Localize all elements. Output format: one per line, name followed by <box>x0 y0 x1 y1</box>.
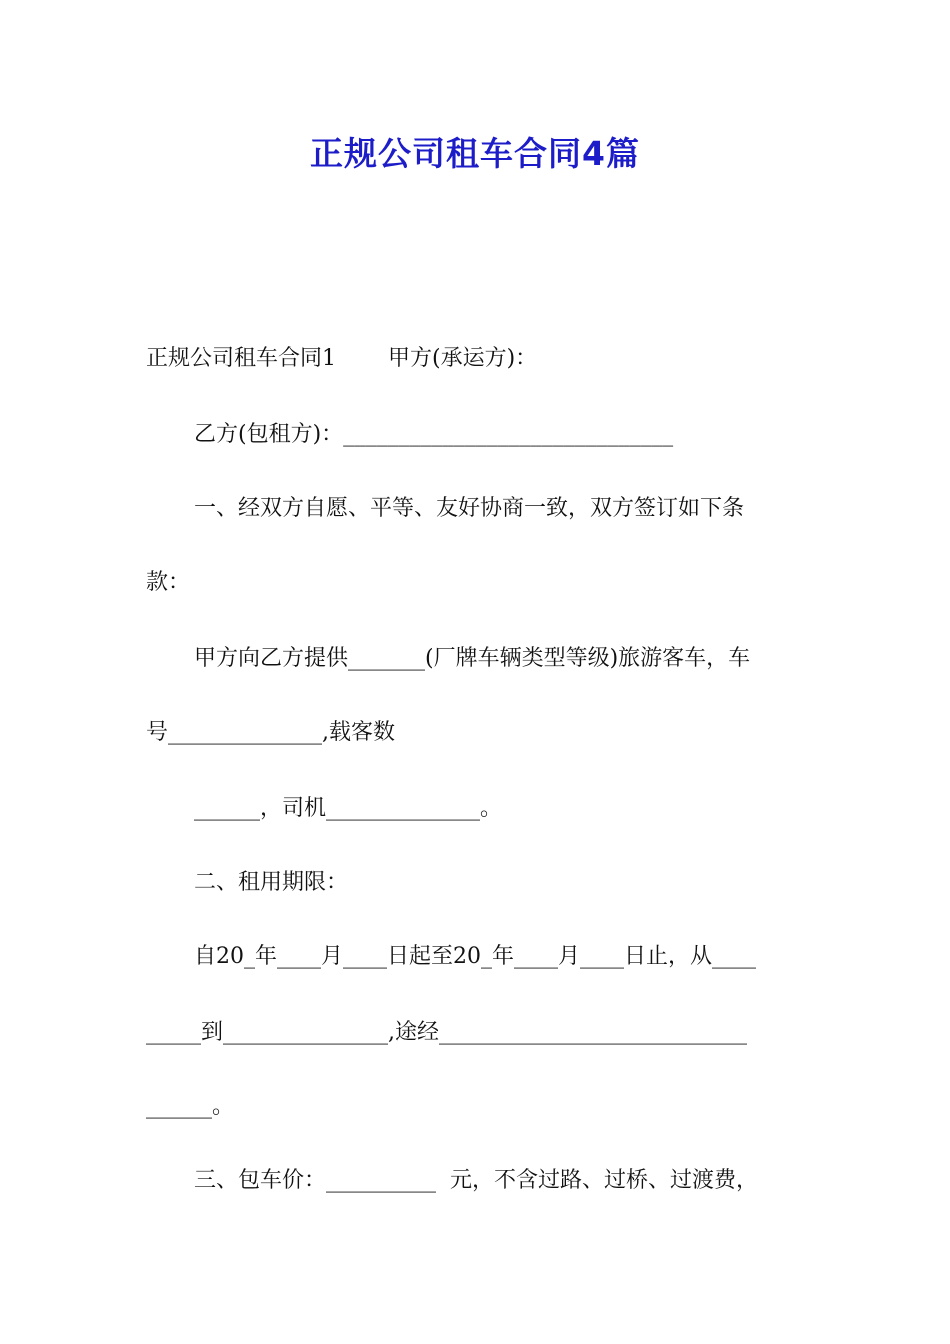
party-a-label: 甲方(承运方)： <box>388 346 538 371</box>
route-continuation: ______。 <box>146 1094 235 1119</box>
vehicle-provision-line: 甲方向乙方提供_______(厂牌车辆类型等级)旅游客车，车 <box>194 646 751 671</box>
route-line: _____到_______________,途经____________________________ <box>146 1020 747 1045</box>
document-title: 正规公司租车合同4篇 <box>310 134 640 173</box>
vehicle-plate-line: 号______________,载客数 <box>146 720 395 745</box>
rental-period-line: 自20_年____月____日起至20_年____月____日止，从____ <box>194 944 756 969</box>
contract-number-label: 正规公司租车合同1 <box>146 346 336 371</box>
clause-1-continuation: 款： <box>146 570 191 595</box>
clause-3-price-line: 三、包车价：__________ 元，不含过路、过桥、过渡费， <box>194 1168 758 1193</box>
contract-heading-line <box>146 344 537 374</box>
clause-1-line: 一、经双方自愿、平等、友好协商一致，双方签订如下条 <box>194 496 745 521</box>
party-b-line: 乙方(包租方)：______________________________ <box>194 422 674 447</box>
driver-line: ______，司机______________。 <box>194 796 503 821</box>
clause-2-heading: 二、租用期限： <box>194 870 349 895</box>
